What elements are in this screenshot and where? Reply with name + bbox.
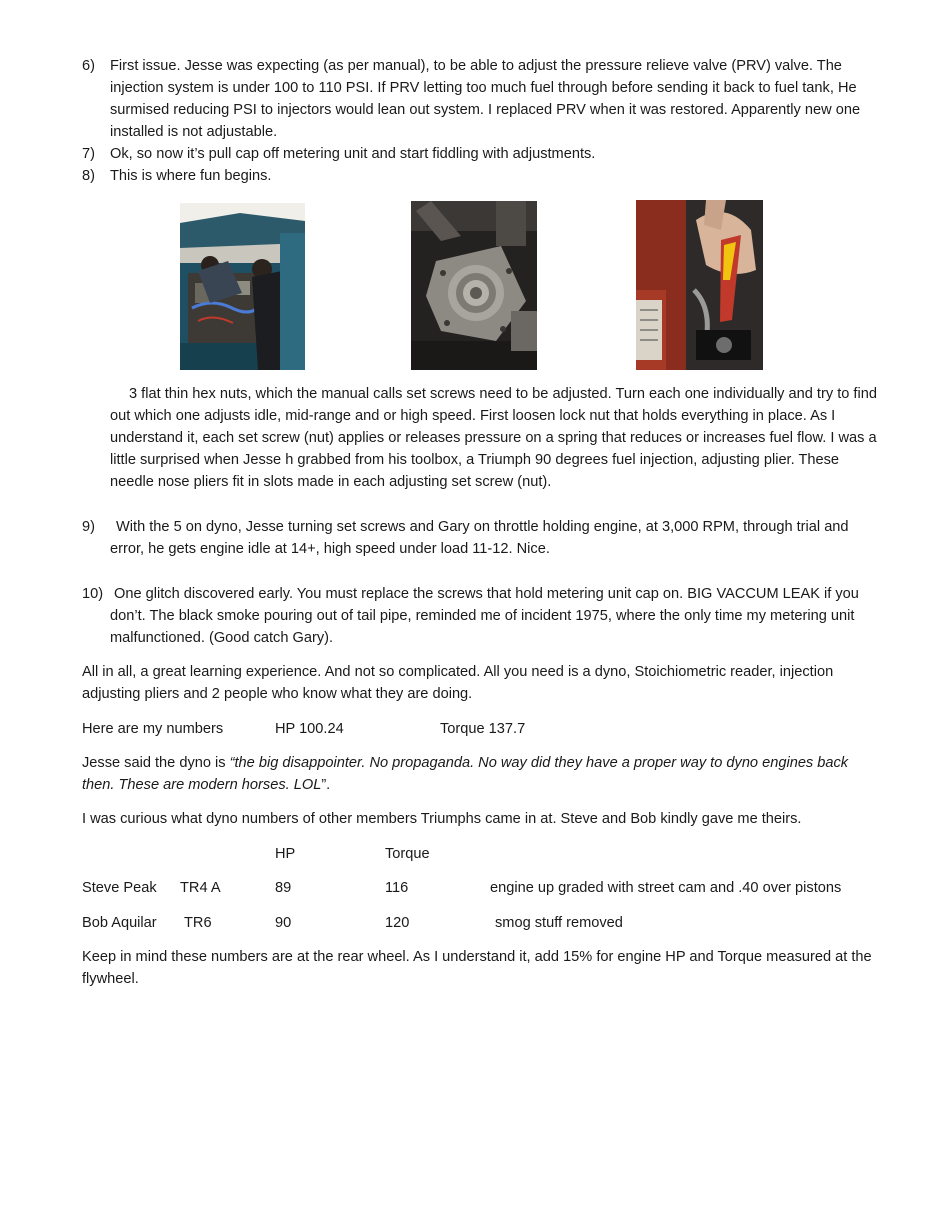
item-number: 6) <box>82 58 95 74</box>
paragraph-text: All in all, a great learning experience. And not so complicated. All you need is a dyno, Stoichiometric reader, injection adjusting pliers and 2 people who know what they are doing. <box>82 664 834 702</box>
item-text: One glitch discovered early. You must replace the screws that hold metering unit cap on. BIG VACCUM LEAK if you don’t. The black smoke pouring out of tail pipe, reminded me of incident 1975, where the only time my metering unit malfunctioned. (Good catch Gary). <box>110 586 859 646</box>
paragraph-text: 3 flat thin hex nuts, which the manual calls set screws need to be adjusted. Turn each one individually and try to find out which one adjusts idle, mid-range and or high speed. First loosen lock nut that holds everything in place. As I understand it, each set screw (nut) applies or releases pressure on a spring that reduces or increases fuel flow. I was a little surprised when Jesse h grabbed from his toolbox, a Triumph 90 degrees fuel injection, adjusting plier. These needle nose pliers fit in slots made in each adjusting set screw (nut). <box>110 386 877 490</box>
my-numbers-torque: Torque 137.7 <box>440 721 526 737</box>
list-item-9 <box>82 516 882 560</box>
my-numbers-label: Here are my numbers <box>82 721 224 737</box>
summary-paragraph <box>82 661 882 705</box>
table-header-hp: HP <box>275 846 296 862</box>
item-number: 10) <box>82 586 104 602</box>
table-row-note: engine up graded with street cam and .40 over pistons <box>490 880 842 896</box>
table-row-torque: 116 <box>385 880 409 896</box>
table-row-name: Steve Peak <box>82 880 157 896</box>
list-item-10 <box>82 583 882 649</box>
quote-text: “the big disappointer. No propaganda. No way did they have a proper way to dyno engines back then. These are modern horses. LOL <box>82 755 849 793</box>
item-text: With the 5 on dyno, Jesse turning set screws and Gary on throttle holding engine, at 3,000 RPM, through trial and error, he gets engine idle at 14+, high speed under load 11-12. Nice. <box>110 519 849 557</box>
table-row-torque: 120 <box>385 915 410 931</box>
item-text: First issue. Jesse was expecting (as per manual), to be able to adjust the pressure relieve valve (PRV) valve. The injection system is under 100 to 110 PSI. If PRV letting too much fuel through before sending it back to fuel tank, He surmised reducing PSI to injectors would lean out system. I replaced PRV when it was restored. Apparently new one installed is not adjustable. <box>110 58 861 140</box>
table-row-note: smog stuff removed <box>495 915 623 931</box>
item-number: 8) <box>82 168 95 184</box>
list-item-8 <box>82 165 882 187</box>
table-row-hp: 90 <box>275 915 292 931</box>
closing-paragraph <box>82 946 882 990</box>
table-row-name: Bob Aquilar <box>82 915 157 931</box>
table-row-model: TR4 A <box>180 880 221 896</box>
set-screw-paragraph <box>110 383 882 493</box>
list-item-6 <box>82 55 882 143</box>
quote-prefix: Jesse said the dyno is <box>82 755 230 771</box>
table-row-hp: 89 <box>275 880 292 896</box>
curious-paragraph: I was curious what dyno numbers of other members Triumphs came in at. Steve and Bob kindly gave me theirs. <box>82 811 802 827</box>
my-numbers-hp: HP 100.24 <box>275 721 344 737</box>
item-number: 9) <box>82 519 95 535</box>
item-text: This is where fun begins. <box>110 168 272 184</box>
table-header-torque: Torque <box>385 846 430 862</box>
photo-metering-unit <box>411 201 537 370</box>
photo-engine-bay <box>180 203 305 370</box>
table-row-model: TR6 <box>184 915 212 931</box>
item-text: Ok, so now it’s pull cap off metering unit and start fiddling with adjustments. <box>110 146 596 162</box>
quote-suffix: ”. <box>321 777 331 793</box>
list-item-7 <box>82 143 882 165</box>
paragraph-text: Keep in mind these numbers are at the rear wheel. As I understand it, add 15% for engine HP and Torque measured at the flywheel. <box>82 949 872 987</box>
photo-adjusting-plier <box>636 200 763 370</box>
dyno-quote-paragraph <box>82 752 882 796</box>
item-number: 7) <box>82 146 95 162</box>
